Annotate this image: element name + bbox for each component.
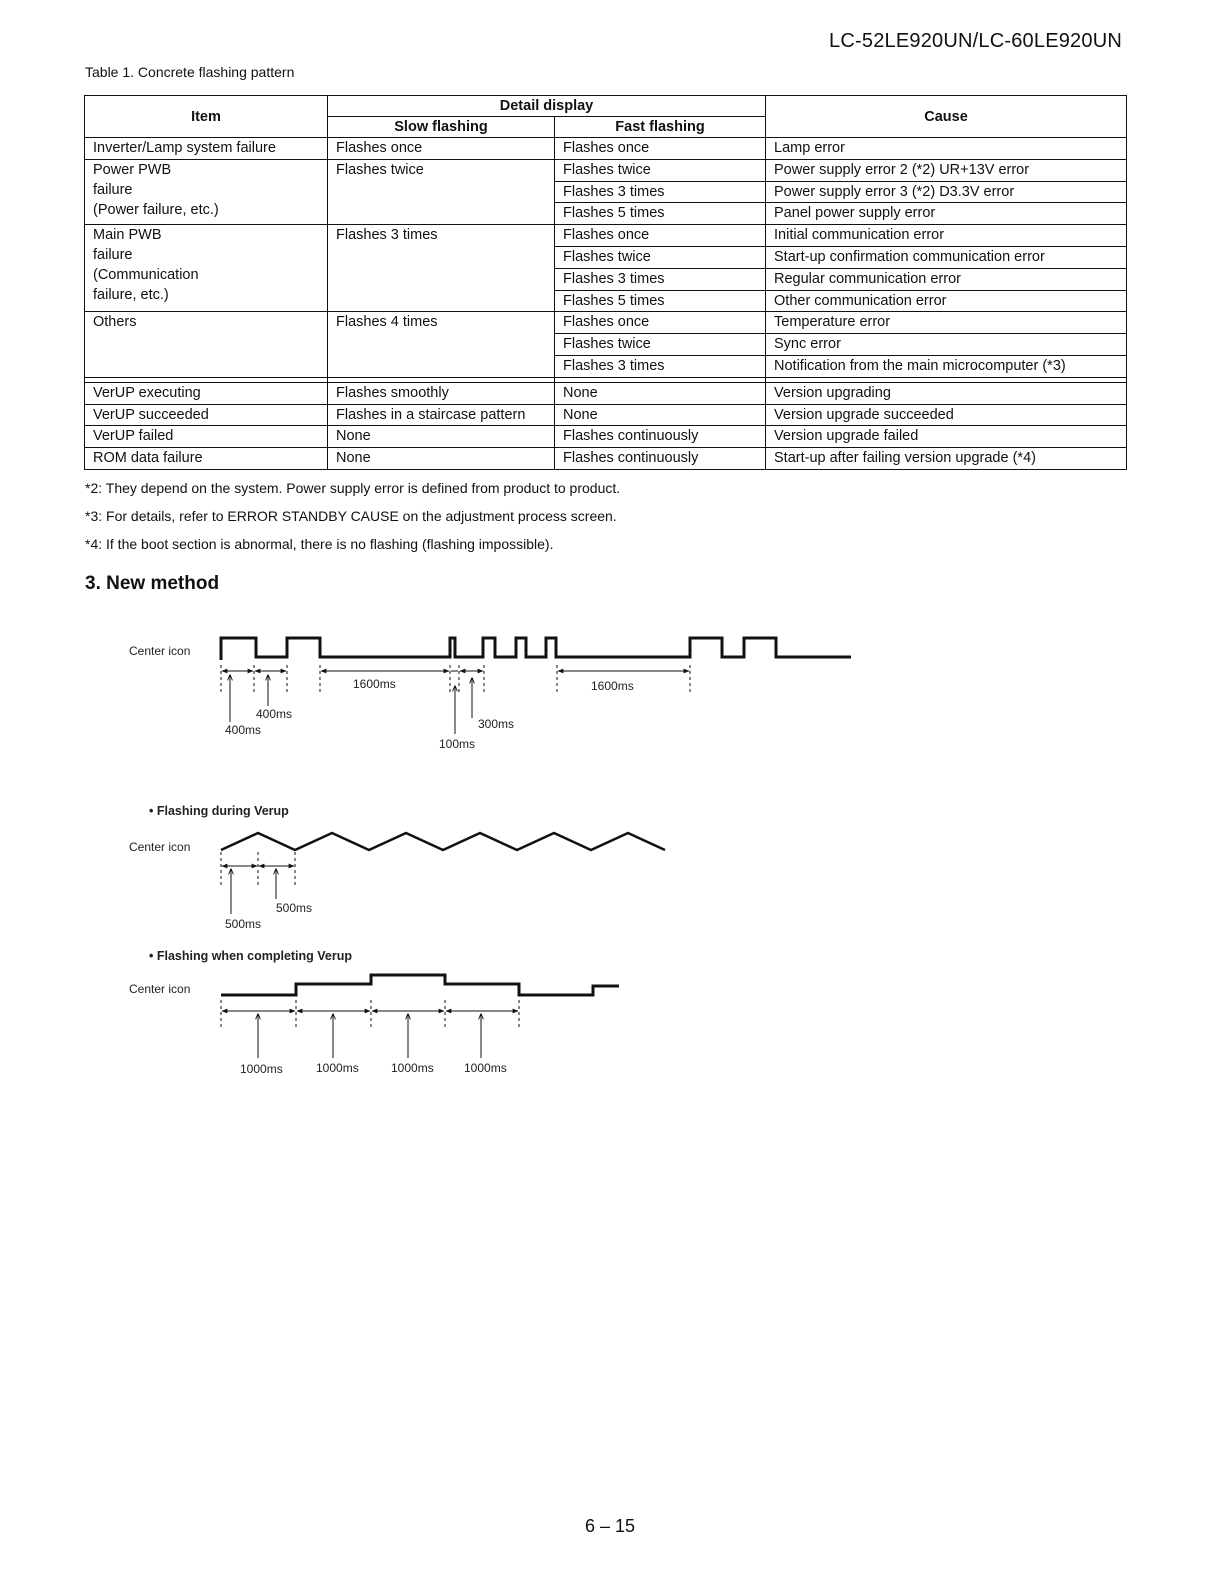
- slow-cell: Flashes smoothly: [328, 382, 555, 404]
- slow-cell: Flashes 3 times: [328, 225, 555, 312]
- item-line: Power PWB: [93, 161, 172, 178]
- fast-cell: Flashes 3 times: [555, 268, 766, 290]
- item-cell: VerUP executing: [85, 382, 328, 404]
- item-cell: VerUP failed: [85, 426, 328, 448]
- table-row: [85, 312, 1127, 334]
- cause-cell: Version upgrade succeeded: [766, 404, 1127, 426]
- fast-cell: Flashes continuously: [555, 448, 766, 470]
- fast-cell: Flashes once: [555, 138, 766, 160]
- diagram-heading: • Flashing during Verup: [149, 804, 289, 818]
- header-cause: Cause: [766, 96, 1127, 138]
- fast-cell: Flashes 5 times: [555, 290, 766, 312]
- slow-cell: Flashes in a staircase pattern: [328, 404, 555, 426]
- item-cell: Inverter/Lamp system failure: [85, 138, 328, 160]
- slow-cell: None: [328, 426, 555, 448]
- table-row: [85, 448, 1127, 470]
- item-line: failure, etc.): [93, 287, 169, 304]
- header-slow-flashing: Slow flashing: [328, 117, 555, 138]
- slow-cell: Flashes once: [328, 138, 555, 160]
- cause-cell: Lamp error: [766, 138, 1127, 160]
- page-number: 6 – 15: [584, 1516, 636, 1536]
- fast-cell: Flashes 3 times: [555, 355, 766, 377]
- header-fast-flashing: Fast flashing: [555, 117, 766, 138]
- pulse-waveform: [221, 638, 851, 660]
- table-row: [85, 382, 1127, 404]
- fast-cell: Flashes 5 times: [555, 203, 766, 225]
- table-row: [85, 159, 1127, 181]
- item-cell: VerUP succeeded: [85, 404, 328, 426]
- flashing-pattern-table: [84, 95, 1127, 470]
- cause-cell: Power supply error 3 (*2) D3.3V error: [766, 181, 1127, 203]
- slow-cell: None: [328, 448, 555, 470]
- table-row: [85, 404, 1127, 426]
- cause-cell: Regular communication error: [766, 268, 1127, 290]
- time-label: 400ms: [225, 723, 262, 737]
- document-model-number: LC-52LE920UN/LC-60LE920UN: [829, 30, 1122, 52]
- footnote: *4: If the boot section is abnormal, there is no flashing (flashing impossible).: [85, 536, 554, 552]
- time-label: 1000ms: [240, 1062, 283, 1076]
- fast-cell: Flashes twice: [555, 246, 766, 268]
- item-cell: Others: [85, 312, 328, 377]
- time-label: 1600ms: [591, 679, 634, 693]
- cause-cell: Power supply error 2 (*2) UR+13V error: [766, 159, 1127, 181]
- cause-cell: Panel power supply error: [766, 203, 1127, 225]
- time-label: 1000ms: [391, 1061, 434, 1075]
- cause-cell: Temperature error: [766, 312, 1127, 334]
- item-line: (Power failure, etc.): [93, 201, 219, 218]
- item-line: failure: [93, 247, 133, 264]
- table-row: [85, 225, 1127, 247]
- fast-cell: Flashes 3 times: [555, 181, 766, 203]
- fast-cell: None: [555, 404, 766, 426]
- fast-cell: Flashes twice: [555, 334, 766, 356]
- item-line: (Communication: [93, 267, 199, 284]
- time-label: 500ms: [225, 917, 262, 931]
- time-label: 100ms: [439, 737, 476, 751]
- staircase-waveform: [221, 975, 619, 995]
- time-label: 1000ms: [316, 1061, 359, 1075]
- fast-cell: None: [555, 382, 766, 404]
- smooth-waveform: [221, 833, 665, 850]
- item-line: Main PWB: [93, 227, 162, 244]
- footnote: *2: They depend on the system. Power supply error is defined from product to product.: [85, 480, 621, 496]
- table-row: [85, 426, 1127, 448]
- slow-cell: Flashes 4 times: [328, 312, 555, 377]
- item-line: failure: [93, 181, 133, 198]
- cause-cell: Start-up after failing version upgrade (*4): [766, 448, 1127, 470]
- cause-cell: Version upgrade failed: [766, 426, 1127, 448]
- time-label: 500ms: [276, 901, 313, 915]
- span-arrows: [222, 1011, 518, 1058]
- timing-diagrams: [0, 600, 1220, 1100]
- timing-guides: [221, 852, 295, 885]
- footnotes: [85, 480, 620, 564]
- fast-cell: Flashes twice: [555, 159, 766, 181]
- time-label: 300ms: [478, 717, 515, 731]
- timing-guides: [221, 1000, 519, 1028]
- cause-cell: Other communication error: [766, 290, 1127, 312]
- time-label: 400ms: [256, 707, 293, 721]
- cause-cell: Start-up confirmation communication error: [766, 246, 1127, 268]
- fast-cell: Flashes once: [555, 312, 766, 334]
- section-title: 3. New method: [85, 573, 220, 594]
- slow-cell: Flashes twice: [328, 159, 555, 224]
- fast-cell: Flashes continuously: [555, 426, 766, 448]
- item-cell: [85, 159, 328, 224]
- header-detail-display: Detail display: [328, 96, 766, 117]
- header-item: Item: [85, 96, 328, 138]
- time-label: 1000ms: [464, 1061, 507, 1075]
- cause-cell: Version upgrading: [766, 382, 1127, 404]
- table-row: [85, 138, 1127, 160]
- verup-timing-diagram: [129, 804, 665, 931]
- fast-cell: Flashes once: [555, 225, 766, 247]
- cause-cell: Initial communication error: [766, 225, 1127, 247]
- time-label: 1600ms: [353, 677, 396, 691]
- complete-timing-diagram: [129, 949, 619, 1076]
- cause-cell: Notification from the main microcomputer (*3): [766, 355, 1127, 377]
- pulse-timing-diagram: [129, 638, 851, 751]
- center-icon-label: Center icon: [129, 982, 191, 996]
- table-caption: Table 1. Concrete flashing pattern: [85, 64, 295, 80]
- item-cell: [85, 225, 328, 312]
- footnote: *3: For details, refer to ERROR STANDBY CAUSE on the adjustment process screen.: [85, 508, 617, 524]
- center-icon-label: Center icon: [129, 840, 191, 854]
- center-icon-label: Center icon: [129, 644, 191, 658]
- item-cell: ROM data failure: [85, 448, 328, 470]
- diagram-heading: • Flashing when completing Verup: [149, 949, 353, 963]
- cause-cell: Sync error: [766, 334, 1127, 356]
